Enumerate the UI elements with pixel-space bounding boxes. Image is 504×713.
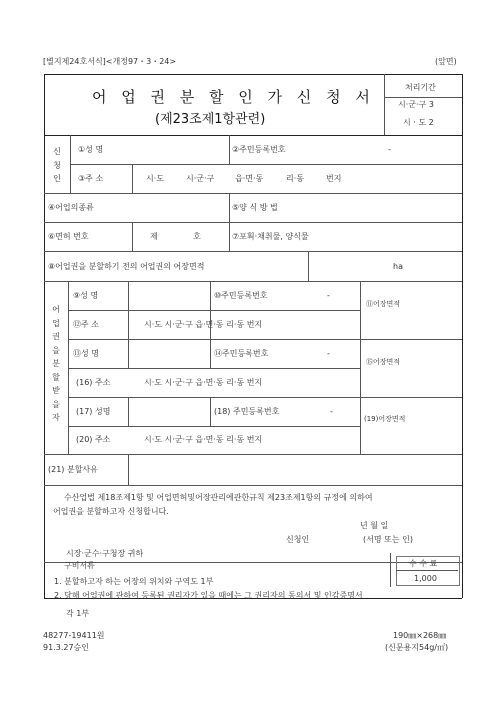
document-item-2-cont: 각 1부 bbox=[66, 609, 90, 618]
fee-amount: 1,000 bbox=[414, 574, 437, 583]
processing-city: 시·군·구 3 bbox=[398, 100, 434, 109]
recipient1-address-template: 시·도 시·군·구 읍·면·동 리·동 번지 bbox=[144, 320, 263, 329]
culture-method-label: ⑤양 식 방 법 bbox=[232, 203, 278, 212]
recipient1-id-label: ⑩주민등록번호 bbox=[214, 291, 268, 300]
area-unit: ha bbox=[393, 262, 403, 271]
recipient2-address-label: (16) 주소 bbox=[76, 378, 111, 387]
recipient3-name-label: (17) 성명 bbox=[76, 407, 111, 416]
documents-header: 구비서류 bbox=[64, 561, 95, 570]
processing-province: 시 · 도 2 bbox=[403, 118, 434, 127]
address-part-lot: 번지 bbox=[326, 174, 342, 183]
license-number-label: ⑥면허 번호 bbox=[48, 232, 89, 241]
applicant-section-label: 신 청 인 bbox=[53, 147, 61, 183]
processing-label: 처리기간 bbox=[405, 83, 436, 92]
address-part-village: 리·동 bbox=[286, 174, 304, 183]
recipient1-area-label: ⑪어장면적 bbox=[366, 300, 401, 308]
footer-approval-no: 48277-19411원 bbox=[43, 631, 105, 640]
license-ho: 호 bbox=[193, 232, 201, 241]
statement-line1: 수산업법 제18조제1항 및 어업면허및어장관리에관한규칙 제23조제1항의 규정에 의하여 bbox=[64, 493, 373, 502]
split-reason-label: (21) 분할사유 bbox=[48, 465, 98, 474]
statement-date: 년 월 일 bbox=[360, 521, 389, 530]
recipient2-area-label: ⑮어장면적 bbox=[366, 358, 401, 366]
form-subtitle: (제23조제1항관련) bbox=[155, 112, 266, 127]
address-part-town: 읍·면·동 bbox=[235, 174, 264, 183]
address-part-city: 시·군·구 bbox=[186, 174, 215, 183]
recipient2-id-dash: - bbox=[327, 349, 330, 358]
applicant-address-label: ③주 소 bbox=[78, 174, 104, 183]
document-item-1: 1. 분할하고자 하는 어장의 위치와 구역도 1부 bbox=[54, 577, 214, 586]
statement-signer: 신청인 bbox=[286, 535, 310, 544]
applicant-name-label: ①성 명 bbox=[78, 145, 104, 154]
recipient3-id-label: (18) 주민등록번호 bbox=[214, 407, 280, 416]
page-side-label: (앞면) bbox=[435, 57, 457, 66]
statement-line2: 어업권을 분할하고자 신청합니다. bbox=[53, 507, 169, 516]
recipient3-area-label: (19)어장면적 bbox=[364, 415, 406, 423]
catch-items-label: ⑦포획·채취물, 양식물 bbox=[232, 232, 309, 241]
footer-paper-type: (신문용지54g/㎡) bbox=[385, 643, 449, 652]
applicant-id-dash: - bbox=[388, 145, 391, 154]
split-recipients-label: 어 업 권 을 분 할 받 을 자 bbox=[52, 305, 60, 422]
applicant-id-label: ②주민등록번호 bbox=[232, 145, 286, 154]
fee-label: 수 수 료 bbox=[409, 559, 438, 568]
recipient2-id-label: ⑭주민등록번호 bbox=[214, 349, 269, 358]
address-part-province: 시·도 bbox=[146, 174, 164, 183]
recipient1-name-label: ⑨성 명 bbox=[73, 291, 99, 300]
recipient2-address-template: 시·도 시·군·구 읍·면·동 리·동 번지 bbox=[144, 378, 263, 387]
recipient3-address-template: 시·도 시·군·구 읍·면·동 리·동 번지 bbox=[144, 435, 263, 444]
area-before-split-label: ⑧어업권을 분할하기 전의 어업권의 어장면적 bbox=[48, 262, 205, 271]
document-item-2: 2. 당해 어업권에 관하여 등록된 권리자가 있을 때에는 그 권리자의 동의서 및 인감증명서 bbox=[54, 591, 363, 600]
recipient1-address-label: ⑫주 소 bbox=[73, 320, 99, 329]
footer-paper-size: 190㎜×268㎜ bbox=[393, 631, 447, 640]
form-title: 어 업 권 분 할 인 가 신 청 서 bbox=[92, 88, 375, 106]
recipient2-name-label: ⑬성 명 bbox=[73, 349, 99, 358]
recipient1-id-dash: - bbox=[327, 291, 330, 300]
footer-approval-date: 91.3.27승인 bbox=[43, 643, 89, 652]
statement-sign-note: (서명 또는 인) bbox=[363, 535, 413, 544]
fishery-type-label: ④어업의종류 bbox=[48, 203, 94, 212]
statement-addressee: 시장·군수·구청장 귀하 bbox=[66, 549, 144, 558]
form-number: [별지제24호서식]<개정97・3・24> bbox=[43, 57, 177, 66]
recipient3-id-dash: - bbox=[330, 407, 333, 416]
license-je: 제 bbox=[150, 232, 158, 241]
recipient3-address-label: (20) 주소 bbox=[76, 435, 111, 444]
